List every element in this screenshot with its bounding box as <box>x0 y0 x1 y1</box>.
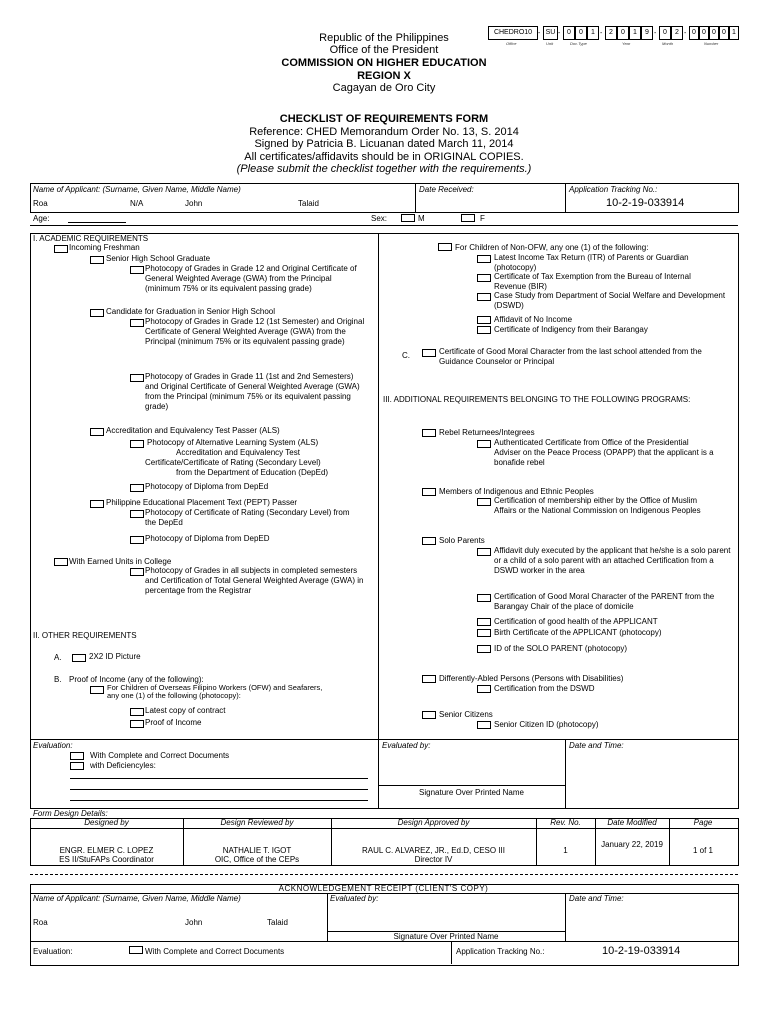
code-year-digit: 2 <box>605 26 617 40</box>
contract-checkbox[interactable] <box>130 708 144 716</box>
code-label-number: Number <box>704 41 719 46</box>
candidate-checkbox[interactable] <box>90 309 104 317</box>
solo-id-label: ID of the SOLO PARENT (photocopy) <box>494 644 628 653</box>
solo-health-checkbox[interactable] <box>477 618 491 626</box>
code-year-digit: 9 <box>641 26 653 40</box>
code-office: CHEDRO10 <box>488 26 538 40</box>
code-doctype-digit: 0 <box>563 26 575 40</box>
incoming-freshman-checkbox[interactable] <box>54 245 68 253</box>
col-rev-no: Rev. No. <box>550 818 581 827</box>
designer-position: ES II/StuFAPs Coordinator <box>59 855 154 864</box>
code-month-digit: 2 <box>671 26 683 40</box>
als-checkbox[interactable] <box>90 428 104 436</box>
designer-name: ENGR. ELMER C. LOPEZ <box>59 846 154 855</box>
earned-grades-checkbox[interactable] <box>130 568 144 576</box>
earned-units-label: With Earned Units in College <box>69 557 172 566</box>
candidate-grade12-checkbox[interactable] <box>130 319 144 327</box>
code-year-digit: 1 <box>629 26 641 40</box>
code-year-digit: 0 <box>617 26 629 40</box>
tax-exemption-label: Certificate of Tax Exemption from the Bureau of Internal Revenue (BIR) <box>494 272 691 291</box>
receipt-evaluated-by-label: Evaluated by: <box>330 894 379 903</box>
approver-name: RAUL C. ALVAREZ, JR., Ed.D, CESO III <box>362 846 505 855</box>
reference-signed: Signed by Patricia B. Licuanan dated March 11, 2014 <box>254 138 514 150</box>
proof-income-label: Proof of Income <box>145 718 202 727</box>
receipt-evaluation-label: Evaluation: <box>33 947 73 956</box>
applicant-name-label: Name of Applicant: (Surname, Given Name, Middle Name) <box>33 185 241 194</box>
date-received-label: Date Received: <box>419 185 474 194</box>
eval-complete-label: With Complete and Correct Documents <box>90 751 230 760</box>
code-number-digit: 0 <box>719 26 729 40</box>
solo-parent-checkbox[interactable] <box>422 537 436 545</box>
solo-goodmoral-checkbox[interactable] <box>477 594 491 602</box>
pept-rating-label: Photocopy of Certificate of Rating (Secondary Level) from the DepEd <box>145 508 350 527</box>
deficiency-line[interactable] <box>70 800 368 801</box>
als-cert-line4: from the Department of Education (DepEd) <box>176 468 329 477</box>
shs-grades-checkbox[interactable] <box>130 266 144 274</box>
indigenous-label: Members of Indigenous and Ethnic Peoples <box>439 487 594 496</box>
original-copies-note: All certificates/affidavits should be in ORIGINAL COPIES. <box>244 151 524 163</box>
sex-male-checkbox[interactable] <box>401 214 415 222</box>
itr-label: Latest Income Tax Return (ITR) of Parents or Guardian (photocopy) <box>494 253 689 272</box>
earned-grades-label: Photocopy of Grades in all subjects in completed semesters and Certification of Total General Weighted Average (GWA) in percentage from the Registrar <box>145 566 364 595</box>
item-b-letter: B. <box>54 675 62 684</box>
form-title: CHECKLIST OF REQUIREMENTS FORM <box>279 113 489 125</box>
als-cert-line2: Accreditation and Equivalency Test <box>176 448 300 457</box>
rebel-cert-label: Authenticated Certificate from Office of the Presidential Adviser on the Peace Process (OPAPP) that the applicant is a bonafide rebel <box>494 438 714 467</box>
col-designed-by: Designed by <box>84 818 129 827</box>
indigenous-cert-label: Certification of membership either by the Office of Muslim Affairs or the National Commission on Indigenous Peoples <box>494 496 701 515</box>
academic-requirements-heading: I. ACADEMIC REQUIREMENTS <box>33 234 149 243</box>
senior-id-checkbox[interactable] <box>477 721 491 729</box>
reference-memo: Reference: CHED Memorandum Order No. 13, S. 2014 <box>249 126 519 138</box>
shs-graduate-label: Senior High School Graduate <box>106 254 211 263</box>
no-income-label: Affidavit of No Income <box>494 315 573 324</box>
receipt-complete-checkbox[interactable] <box>129 946 143 954</box>
ofw-label: For Children of Overseas Filipino Workers (OFW) and Seafarers, any one (1) of the following (photocopy): <box>107 683 323 700</box>
applicant-given-name[interactable]: N/A <box>130 199 144 208</box>
solo-goodmoral-label: Certification of Good Moral Character of the PARENT from the Barangay Chair of the place of domicile <box>494 592 715 611</box>
col-reviewed-by: Design Reviewed by <box>220 818 294 827</box>
senior-id-label: Senior Citizen ID (photocopy) <box>494 720 599 729</box>
age-label: Age: <box>33 214 50 223</box>
senior-checkbox[interactable] <box>422 711 436 719</box>
solo-affidavit-label: Affidavit duly executed by the applicant that he/she is a solo parent or a child of a solo parent with an attached Certification from a DSWD worker in the area <box>494 546 731 575</box>
rebel-checkbox[interactable] <box>422 429 436 437</box>
pept-rating-checkbox[interactable] <box>130 510 144 518</box>
code-doctype-digit: 1 <box>587 26 599 40</box>
id-picture-label: 2X2 ID Picture <box>89 652 141 661</box>
indigency-checkbox[interactable] <box>477 326 491 334</box>
als-diploma-checkbox[interactable] <box>130 484 144 492</box>
eval-deficient-label: with Deficiencyles: <box>90 761 156 770</box>
code-label-month: Month <box>662 41 674 46</box>
code-number-digit: 0 <box>709 26 719 40</box>
solo-health-label: Certification of good health of the APPLICANT <box>494 617 658 626</box>
good-moral-checkbox[interactable] <box>422 349 436 357</box>
approver-position: Director IV <box>414 855 453 864</box>
rebel-cert-checkbox[interactable] <box>477 440 491 448</box>
shs-graduate-checkbox[interactable] <box>90 256 104 264</box>
col-date-modified: Date Modified <box>607 818 657 827</box>
reviewer-name: NATHALIE T. IGOT <box>222 846 292 855</box>
code-number-digit: 0 <box>689 26 699 40</box>
earned-units-checkbox[interactable] <box>54 558 68 566</box>
good-moral-label: Certificate of Good Moral Character from the last school attended from the Guidance Counselor or Principal <box>439 347 702 366</box>
sex-label: Sex: <box>371 214 388 223</box>
receipt-middle-name: John <box>185 918 203 927</box>
non-ofw-label: For Children of Non-OFW, any one (1) of the following: <box>455 243 649 252</box>
pept-diploma-label: Photocopy of Diploma from DepED <box>145 534 270 543</box>
receipt-extra-name: Talaid <box>267 918 288 927</box>
receipt-tracking-label: Application Tracking No.: <box>456 947 545 956</box>
code-label-office: Office <box>506 41 517 46</box>
receipt-title: ACKNOWLEDGEMENT RECEIPT (CLIENT'S COPY) <box>278 884 489 893</box>
rebel-label: Rebel Returnees/Integrees <box>439 428 535 437</box>
indigenous-cert-checkbox[interactable] <box>477 498 491 506</box>
sex-male-label: M <box>418 214 425 223</box>
indigenous-checkbox[interactable] <box>422 488 436 496</box>
tax-exemption-checkbox[interactable] <box>477 274 491 282</box>
receipt-date-time-label: Date and Time: <box>569 894 624 903</box>
candidate-grade11-label: Photocopy of Grades in Grade 11 (1st and 2nd Semesters) and Original Certificate of General Weighted Average (GWA) from the Principal (minimum 75% or its equivalent passing grade) <box>145 372 360 411</box>
pwd-checkbox[interactable] <box>422 675 436 683</box>
solo-parent-label: Solo Parents <box>439 536 485 545</box>
als-cert-checkbox[interactable] <box>130 440 144 448</box>
code-number-digit: 1 <box>729 26 739 40</box>
sex-female-checkbox[interactable] <box>461 214 475 222</box>
receipt-name-label: Name of Applicant: (Surname, Given Name, Middle Name) <box>33 894 241 903</box>
code-label-unit: Unit <box>546 41 554 46</box>
indigency-label: Certificate of Indigency from their Barangay <box>494 325 648 334</box>
applicant-surname[interactable]: Roa <box>33 199 48 208</box>
solo-affidavit-checkbox[interactable] <box>477 548 491 556</box>
sex-female-label: F <box>480 214 485 223</box>
solo-id-checkbox[interactable] <box>477 645 491 653</box>
solo-birth-checkbox[interactable] <box>477 629 491 637</box>
pept-checkbox[interactable] <box>90 500 104 508</box>
pept-diploma-checkbox[interactable] <box>130 536 144 544</box>
eval-deficient-checkbox[interactable] <box>70 762 84 770</box>
header-city: Cagayan de Oro City <box>332 82 436 94</box>
id-picture-checkbox[interactable] <box>72 654 86 662</box>
code-label-doctype: Doc.Type <box>570 41 587 46</box>
receipt-tracking-number: 10-2-19-033914 <box>602 945 681 957</box>
tracking-label: Application Tracking No.: <box>569 185 658 194</box>
no-income-checkbox[interactable] <box>477 316 491 324</box>
cut-line <box>30 874 738 875</box>
item-a-letter: A. <box>54 653 62 662</box>
other-requirements-heading: II. OTHER REQUIREMENTS <box>33 631 137 640</box>
additional-requirements-heading: III. ADDITIONAL REQUIREMENTS BELONGING TO THE FOLLOWING PROGRAMS: <box>383 395 691 404</box>
signature-label: Signature Over Printed Name <box>419 788 524 797</box>
als-label: Accreditation and Equivalency Test Passer (ALS) <box>106 426 280 435</box>
applicant-middle-name[interactable]: John <box>185 199 203 208</box>
code-month-digit: 0 <box>659 26 671 40</box>
proof-income-checkbox[interactable] <box>130 720 144 728</box>
header-office: Office of the President <box>329 44 439 56</box>
deficiency-line[interactable] <box>70 789 368 790</box>
receipt-surname: Roa <box>33 918 48 927</box>
pept-label: Philippine Educational Placement Text (PEPT) Passer <box>106 498 298 507</box>
col-approved-by: Design Approved by <box>397 818 470 827</box>
tracking-number[interactable]: 10-2-19-033914 <box>606 197 685 209</box>
header-commission: COMMISSION ON HIGHER EDUCATION <box>281 57 487 69</box>
pwd-cert-checkbox[interactable] <box>477 685 491 693</box>
evaluation-label: Evaluation: <box>33 741 73 750</box>
revision-number: 1 <box>563 846 568 855</box>
submit-note: (Please submit the checklist together with the requirements.) <box>236 163 532 175</box>
solo-birth-label: Birth Certificate of the APPLICANT (photocopy) <box>494 628 662 637</box>
code-label-year: Year <box>622 41 631 46</box>
code-doctype-digit: 0 <box>575 26 587 40</box>
deficiency-line[interactable] <box>70 778 368 779</box>
date-modified: January 22, 2019 <box>601 840 663 849</box>
signature-line[interactable] <box>378 785 565 786</box>
header-region: REGION X <box>357 70 411 82</box>
code-unit: SU <box>543 26 558 40</box>
page-count: 1 of 1 <box>692 846 713 855</box>
code-number-digit: 0 <box>699 26 709 40</box>
itr-checkbox[interactable] <box>477 255 491 263</box>
pwd-cert-label: Certification from the DSWD <box>494 684 595 693</box>
date-time-label: Date and Time: <box>569 741 624 750</box>
senior-label: Senior Citizens <box>439 710 493 719</box>
applicant-extra-name[interactable]: Talaid <box>298 199 319 208</box>
als-cert-line3: Certificate/Certificate of Rating (Secondary Level) <box>145 458 321 467</box>
col-page: Page <box>693 818 713 827</box>
pwd-label: Differently-Abled Persons (Persons with Disabilities) <box>439 674 624 683</box>
header-republic: Republic of the Philippines <box>319 32 449 44</box>
incoming-freshman-label: Incoming Freshman <box>69 243 140 252</box>
candidate-label: Candidate for Graduation in Senior High School <box>106 307 275 316</box>
reviewer-position: OIC, Office of the CEPs <box>214 855 300 864</box>
als-diploma-label: Photocopy of Diploma from DepEd <box>145 482 269 491</box>
non-ofw-checkbox[interactable] <box>438 243 452 251</box>
eval-complete-checkbox[interactable] <box>70 752 84 760</box>
proof-income-heading: Proof of Income (any of the following): <box>69 675 204 684</box>
candidate-grade12-label: Photocopy of Grades in Grade 12 (1st Semester) and Original Certificate of General Weighted Average (GWA) from the Principal (minimum 75% or its equivalent passing grade) <box>145 317 365 346</box>
shs-grades-label: Photocopy of Grades in Grade 12 and Original Certificate of General Weighted Average (GWA) from the Principal (minimum 75% or its equivalent passing grade) <box>145 264 357 293</box>
evaluated-by-label: Evaluated by: <box>382 741 431 750</box>
age-field-line[interactable] <box>68 222 126 223</box>
item-c-letter: C. <box>402 351 410 360</box>
dswd-case-checkbox[interactable] <box>477 293 491 301</box>
candidate-grade11-checkbox[interactable] <box>130 374 144 382</box>
dswd-case-label: Case Study from Department of Social Welfare and Development (DSWD) <box>494 291 726 310</box>
receipt-signature-label: Signature Over Printed Name <box>393 932 499 941</box>
ofw-checkbox[interactable] <box>90 686 104 694</box>
contract-label: Latest copy of contract <box>145 706 226 715</box>
receipt-complete-label: With Complete and Correct Documents <box>145 947 285 956</box>
als-cert-line1: Photocopy of Alternative Learning System (ALS) <box>147 438 319 447</box>
form-design-label: Form Design Details: <box>33 809 108 818</box>
